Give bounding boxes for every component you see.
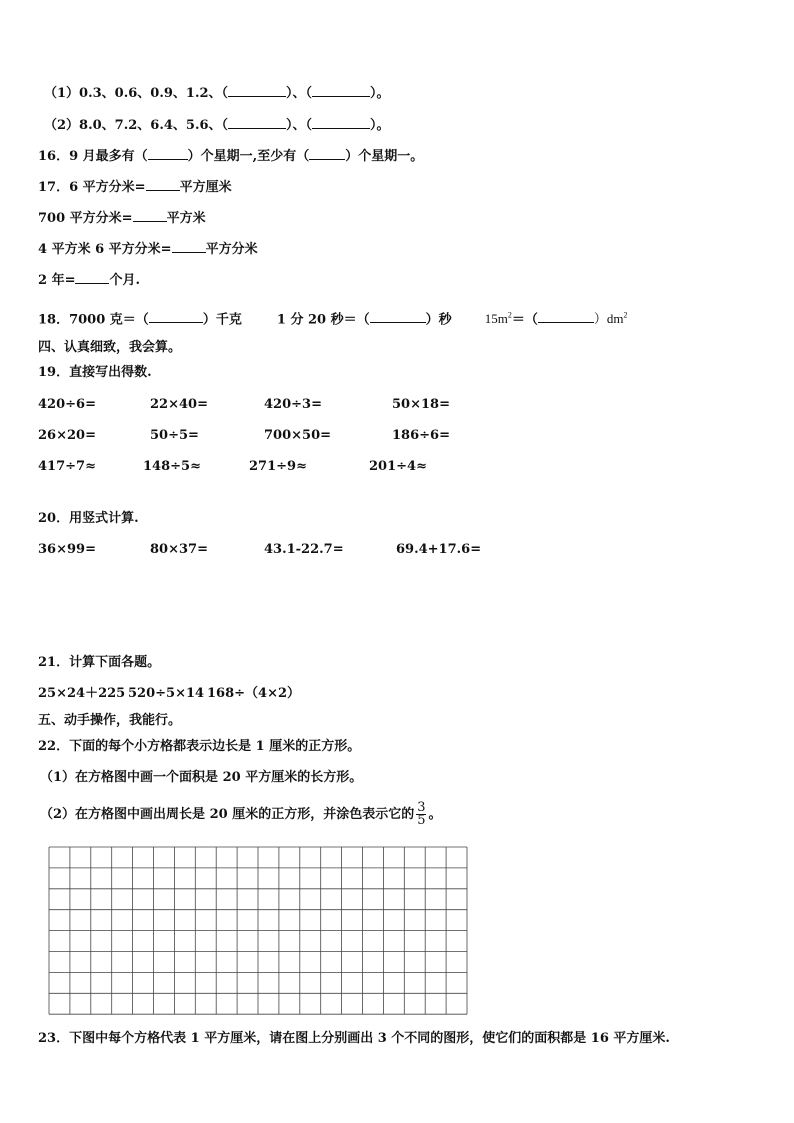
answer-blank[interactable] <box>228 116 286 129</box>
answer-blank[interactable] <box>172 240 206 253</box>
answer-blank[interactable] <box>312 84 370 97</box>
unit-dm2: ）$dm^2$ <box>593 311 628 327</box>
q15-part1: （1）0.3、0.6、0.9、1.2、（ ）、（ ）。 <box>44 86 390 101</box>
q17-line3: 4 平方米 6 平方分米= 平方分米 <box>38 242 258 257</box>
q19-item: 22×40= <box>150 397 208 412</box>
answer-blank[interactable] <box>148 147 188 160</box>
q19-item: 271÷9≈ <box>249 459 307 474</box>
q17-line1: 17．6 平方分米= 平方厘米 <box>38 180 232 195</box>
q19-item: 50×18= <box>392 397 450 412</box>
q20-item: 69.4+17.6= <box>396 542 482 557</box>
square-grid[interactable] <box>48 846 468 1018</box>
fraction-three-fifths: $\frac{3}{5}$ <box>417 800 426 828</box>
section-5-heading: 五、动手操作，我能行。 <box>38 713 182 728</box>
q23: 23．下图中每个方格代表 1 平方厘米，请在图上分别画出 3 个不同的图形，使它们的面积都是 16 平方厘米. <box>38 1031 670 1046</box>
answer-blank[interactable] <box>75 271 109 284</box>
q18: 18．7000 克＝（ ）千克 1 分 20 秒＝（ ）秒 $15m^2=$（ ）$dm^2$ <box>38 311 628 328</box>
q19-item: 420÷3= <box>264 397 322 412</box>
q21-item: 25×24＋225 <box>38 686 126 701</box>
q20-title: 20．用竖式计算. <box>38 511 139 526</box>
q19-item: 186÷6= <box>392 428 450 443</box>
q19-item: 420÷6= <box>38 397 96 412</box>
section-4-heading: 四、认真细致，我会算。 <box>38 340 182 355</box>
q16: 16．9 月最多有（ ）个星期一,至少有（ ）个星期一。 <box>38 149 424 164</box>
answer-blank[interactable] <box>538 310 594 323</box>
answer-blank[interactable] <box>309 147 345 160</box>
q15-part2: （2）8.0、7.2、6.4、5.6、（ ）、（ ）。 <box>44 118 390 133</box>
q20-item: 43.1-22.7= <box>264 542 344 557</box>
answer-blank[interactable] <box>149 310 203 323</box>
q19-item: 148÷5≈ <box>143 459 201 474</box>
unit-m2: $15m^2$ <box>484 311 512 327</box>
q22-part1: （1）在方格图中画一个面积是 20 平方厘米的长方形。 <box>40 770 363 785</box>
q19-item: 201÷4≈ <box>369 459 427 474</box>
q19-item: 700×50= <box>264 428 332 443</box>
answer-blank[interactable] <box>133 209 167 222</box>
q21-item: 520÷5×14 <box>128 686 205 701</box>
q21-item: 168÷（4×2） <box>207 686 301 701</box>
q19-item: 417÷7≈ <box>38 459 96 474</box>
q20-item: 80×37= <box>150 542 208 557</box>
answer-blank[interactable] <box>370 310 426 323</box>
q20-item: 36×99= <box>38 542 96 557</box>
q17-line2: 700 平方分米= 平方米 <box>38 211 206 226</box>
answer-blank[interactable] <box>228 84 286 97</box>
answer-blank[interactable] <box>312 116 370 129</box>
q22-title: 22．下面的每个小方格都表示边长是 1 厘米的正方形。 <box>38 739 361 754</box>
q21-title: 21．计算下面各题。 <box>38 655 161 670</box>
q17-line4: 2 年= 个月. <box>38 273 140 288</box>
q19-title: 19．直接写出得数. <box>38 365 152 380</box>
answer-blank[interactable] <box>146 178 180 191</box>
q19-item: 50÷5= <box>150 428 199 443</box>
q22-part2: （2）在方格图中画出周长是 20 厘米的正方形，并涂色表示它的 $\frac{3}{5}$ 。 <box>40 800 442 828</box>
q19-item: 26×20= <box>38 428 96 443</box>
